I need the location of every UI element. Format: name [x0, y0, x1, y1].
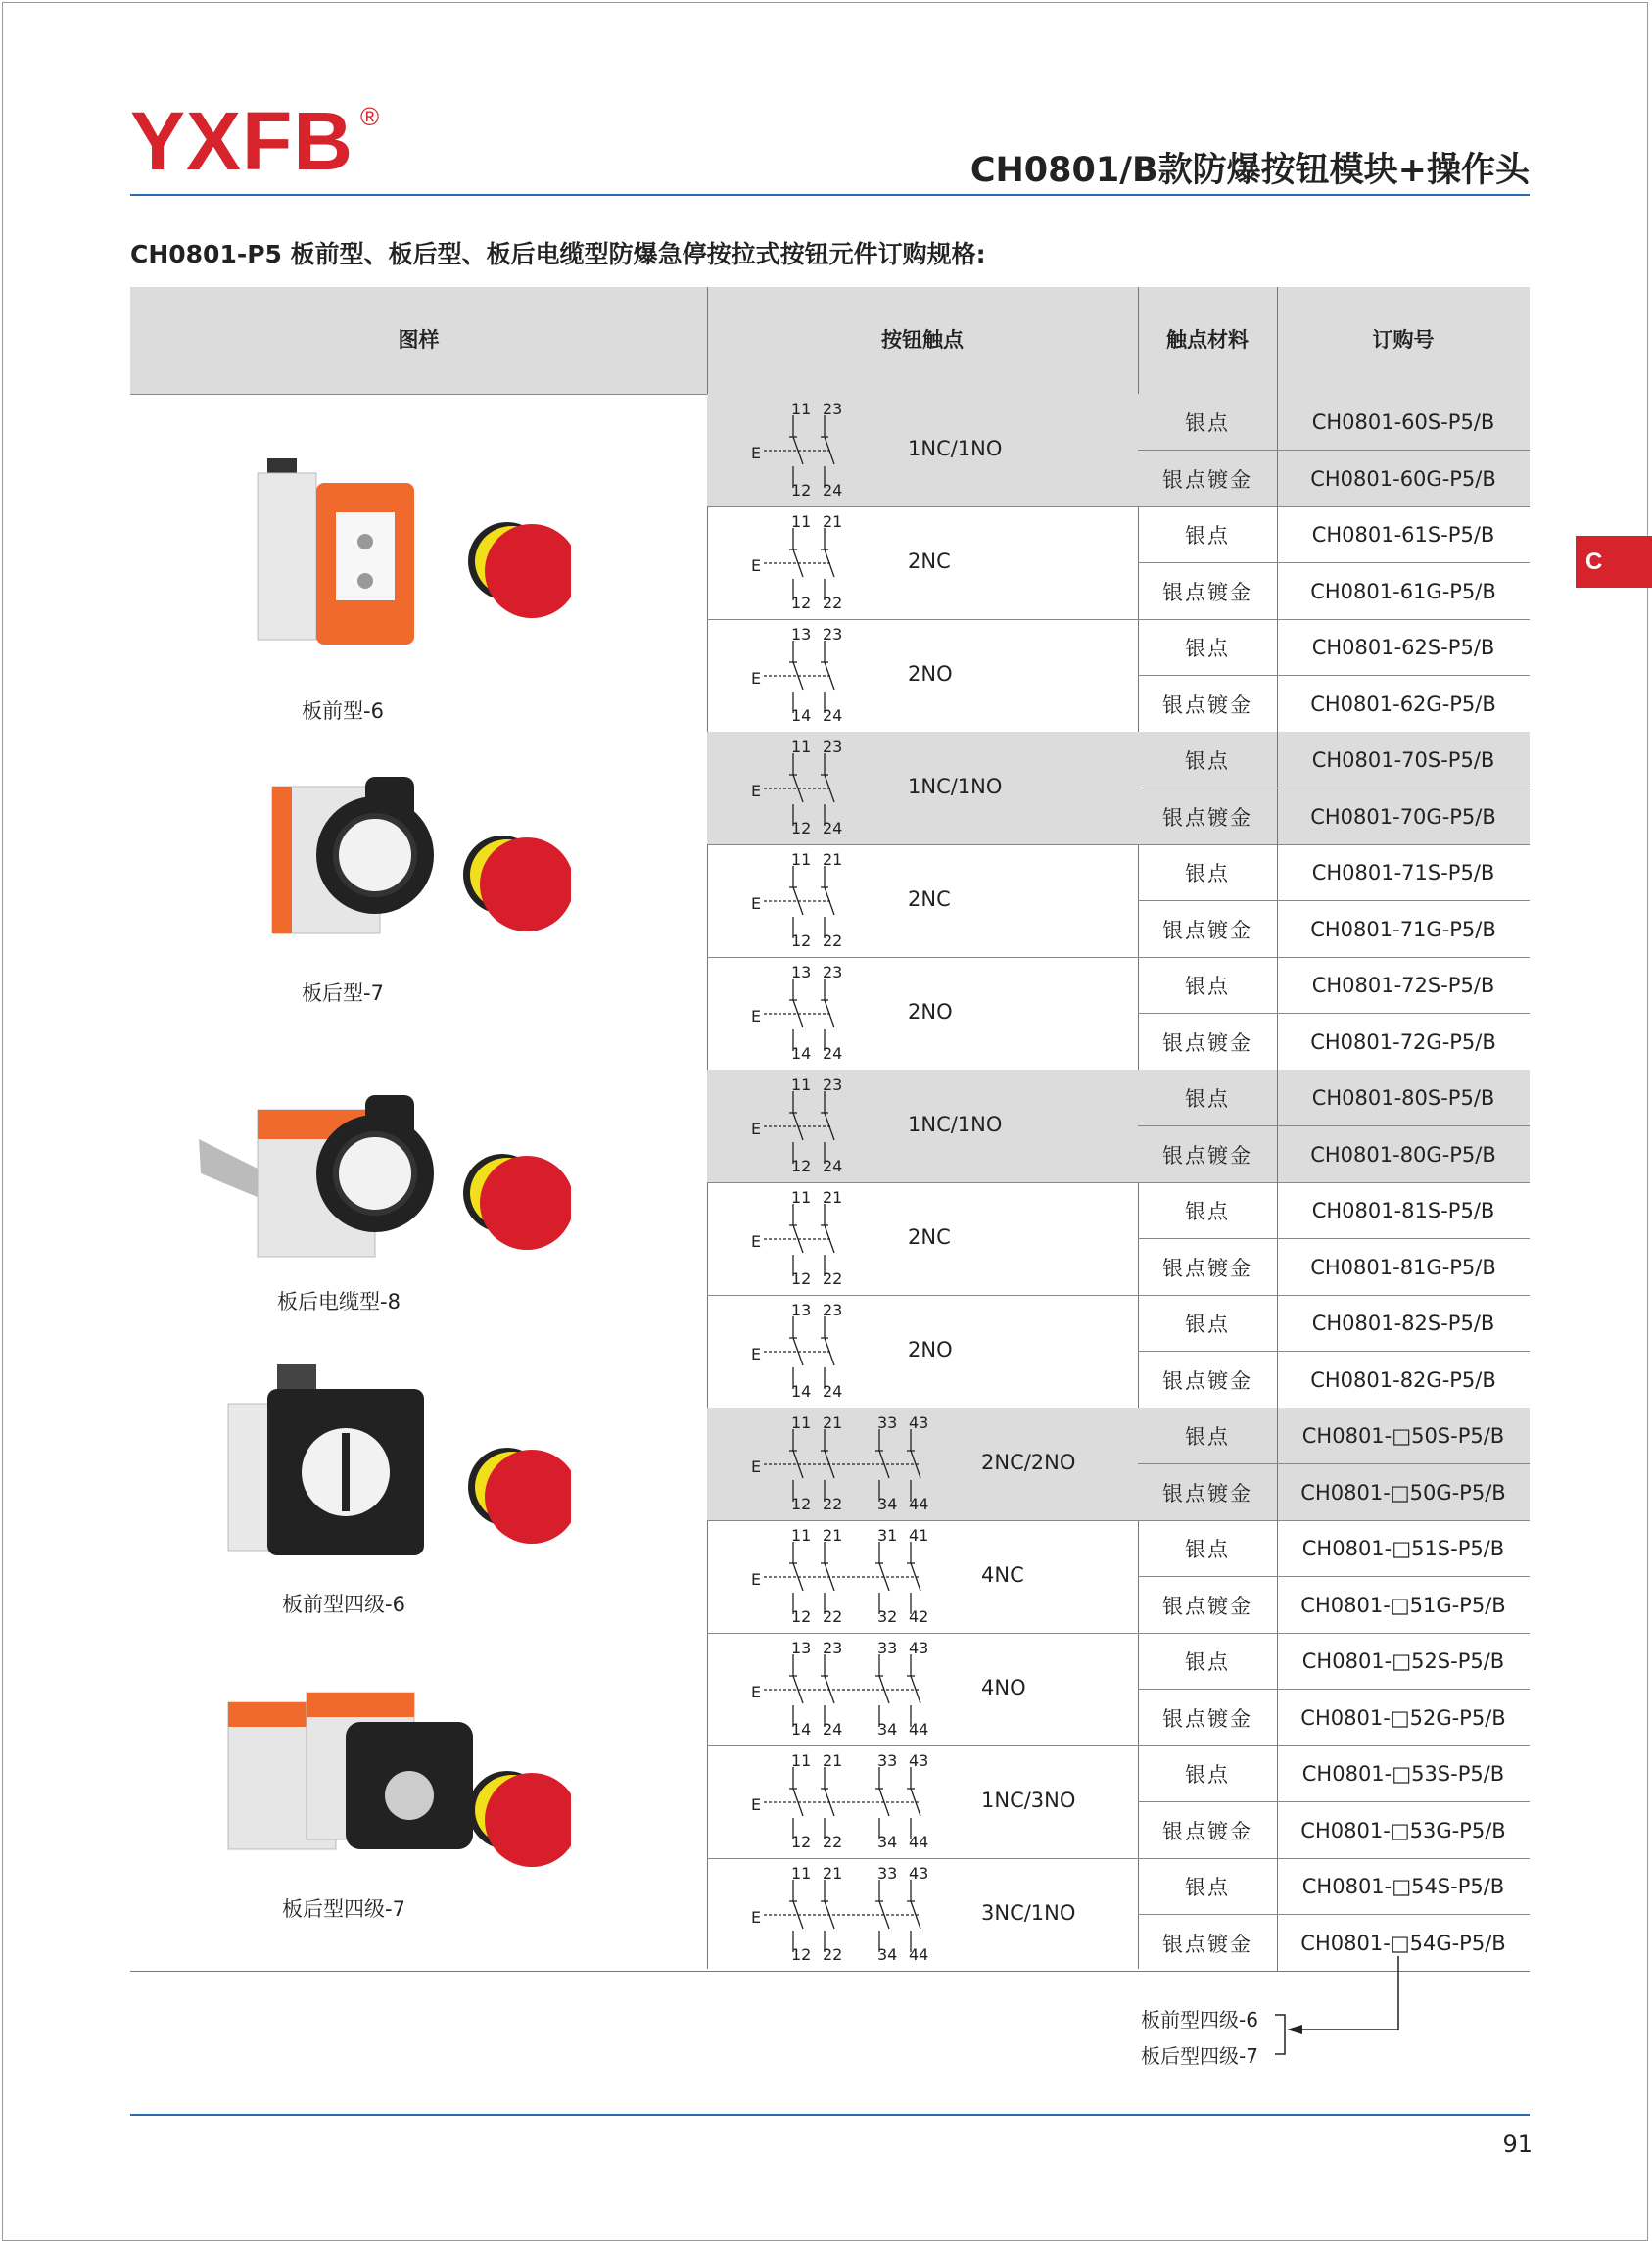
contact-type-label: 1NC/1NO: [908, 775, 1003, 798]
contact-type-label: 2NC/2NO: [981, 1451, 1076, 1474]
wiring-e-label: E: [751, 1683, 762, 1701]
terminal-number: 11: [791, 1526, 812, 1545]
order-row: [1138, 1633, 1530, 1689]
contact-material: 银点: [1185, 1875, 1230, 1899]
terminal-number: 34: [877, 1833, 898, 1851]
order-number: CH0801-□52S-P5/B: [1301, 1648, 1505, 1673]
wiring-cell: [707, 506, 1138, 619]
order-row: [1138, 675, 1530, 733]
terminal-number: 44: [909, 1945, 929, 1964]
footer-rule: [130, 2114, 1530, 2116]
terminal-number: 14: [791, 706, 812, 725]
terminal-number: 34: [877, 1945, 898, 1964]
terminal-number: 43: [909, 1639, 929, 1657]
contact-material: 银点: [1185, 748, 1230, 773]
contact-group: [707, 1633, 1530, 1746]
contact-type-label: 1NC/3NO: [981, 1789, 1076, 1812]
wiring-cell: [707, 1858, 1138, 1971]
contact-type-label: 4NO: [981, 1676, 1026, 1699]
order-number: CH0801-71S-P5/B: [1311, 860, 1495, 884]
image-caption: 板后型-7: [302, 981, 384, 1005]
terminal-number: 22: [823, 1269, 843, 1288]
order-number: CH0801-81S-P5/B: [1311, 1198, 1495, 1222]
order-row: [1138, 1351, 1530, 1409]
contact-type-label: 1NC/1NO: [908, 437, 1003, 460]
contact-type-label: 2NO: [908, 1338, 953, 1361]
terminal-number: 23: [823, 1639, 843, 1657]
terminal-number: 13: [791, 1639, 812, 1657]
terminal-number: 44: [909, 1720, 929, 1739]
terminal-number: 33: [877, 1864, 898, 1883]
terminal-number: 14: [791, 1382, 812, 1401]
terminal-number: 21: [823, 1864, 843, 1883]
contact-material: 银点: [1185, 1762, 1230, 1787]
terminal-number: 24: [823, 1382, 843, 1401]
order-row: [1138, 619, 1530, 675]
contact-material: 银点: [1185, 1086, 1230, 1111]
contact-group: [707, 394, 1530, 507]
wiring-cell: [707, 1633, 1138, 1745]
order-row: [1138, 394, 1530, 450]
contact-group: [707, 1295, 1530, 1409]
wiring-cell: [707, 1520, 1138, 1633]
terminal-number: 22: [823, 1833, 843, 1851]
terminal-number: 24: [823, 1720, 843, 1739]
wiring-e-label: E: [751, 1007, 762, 1026]
terminal-number: 23: [823, 400, 843, 418]
contact-material: 银点: [1185, 410, 1230, 435]
order-number: CH0801-□50S-P5/B: [1301, 1423, 1505, 1448]
terminal-number: 11: [791, 1751, 812, 1770]
contact-material: 银点: [1185, 1537, 1230, 1561]
contact-type-label: 4NC: [981, 1563, 1024, 1587]
terminal-number: 23: [823, 625, 843, 644]
terminal-number: 21: [823, 1413, 843, 1432]
contact-type-label: 2NC: [908, 887, 951, 911]
order-row: [1138, 1745, 1530, 1801]
legend-front-4pole: 板前型四级-6: [1141, 2008, 1258, 2031]
terminal-number: 23: [823, 1075, 843, 1094]
order-number: CH0801-□54G-P5/B: [1300, 1932, 1506, 1955]
wiring-e-label: E: [751, 894, 762, 913]
terminal-number: 34: [877, 1495, 898, 1513]
terminal-number: 12: [791, 1269, 812, 1288]
terminal-number: 12: [791, 819, 812, 837]
terminal-number: 24: [823, 819, 843, 837]
product-photo-rear-7: [238, 767, 571, 963]
wiring-cell: [707, 1295, 1138, 1408]
order-row: [1138, 844, 1530, 900]
wiring-e-label: E: [751, 782, 762, 800]
wiring-e-label: E: [751, 1908, 762, 1927]
order-number: CH0801-70G-P5/B: [1310, 805, 1496, 829]
wiring-cell: [707, 1408, 1138, 1520]
wiring-cell: [707, 1745, 1138, 1858]
contact-material: 银点: [1185, 1312, 1230, 1336]
contact-group: [707, 957, 1530, 1071]
contact-material: 银点镀金: [1162, 1820, 1252, 1843]
contact-group: [707, 1070, 1530, 1183]
order-row: [1138, 1576, 1530, 1634]
order-number: CH0801-62S-P5/B: [1311, 635, 1495, 659]
order-number: CH0801-72S-P5/B: [1311, 973, 1495, 997]
order-number: CH0801-□53S-P5/B: [1301, 1761, 1505, 1786]
order-row: [1138, 450, 1530, 507]
terminal-number: 11: [791, 850, 812, 869]
terminal-number: 42: [909, 1607, 929, 1626]
terminal-number: 12: [791, 481, 812, 500]
wiring-e-label: E: [751, 444, 762, 462]
table-header: [130, 287, 1530, 395]
contact-material: 银点镀金: [1162, 1031, 1252, 1055]
contact-material: 银点镀金: [1162, 1369, 1252, 1393]
contact-group: [707, 1745, 1530, 1859]
contact-type-label: 2NC: [908, 1225, 951, 1249]
terminal-number: 11: [791, 512, 812, 531]
contact-type-label: 1NC/1NO: [908, 1113, 1003, 1136]
brand-logo: YXFB: [130, 95, 354, 187]
terminal-number: 12: [791, 1945, 812, 1964]
contact-material: 银点镀金: [1162, 468, 1252, 492]
order-row: [1138, 1463, 1530, 1521]
terminal-number: 44: [909, 1833, 929, 1851]
terminal-number: 13: [791, 1301, 812, 1319]
contact-material: 银点: [1185, 1424, 1230, 1449]
terminal-number: 14: [791, 1720, 812, 1739]
wiring-e-label: E: [751, 669, 762, 688]
wiring-cell: [707, 957, 1138, 1070]
contact-group: [707, 619, 1530, 733]
order-number: CH0801-80G-P5/B: [1310, 1143, 1496, 1167]
terminal-number: 13: [791, 963, 812, 981]
contact-material: 银点: [1185, 636, 1230, 660]
terminal-number: 24: [823, 1044, 843, 1063]
terminal-number: 22: [823, 931, 843, 950]
terminal-number: 11: [791, 1188, 812, 1207]
terminal-number: 44: [909, 1495, 929, 1513]
image-caption: 板后型四级-7: [282, 1897, 405, 1921]
contact-type-label: 3NC/1NO: [981, 1901, 1076, 1925]
wiring-cell: [707, 844, 1138, 957]
terminal-number: 11: [791, 400, 812, 418]
terminal-number: 43: [909, 1413, 929, 1432]
terminal-number: 21: [823, 1188, 843, 1207]
terminal-number: 14: [791, 1044, 812, 1063]
terminal-number: 43: [909, 1864, 929, 1883]
contact-material: 银点镀金: [1162, 1257, 1252, 1280]
wiring-cell: [707, 1070, 1138, 1182]
product-photo-front-4pole-6: [209, 1355, 571, 1570]
order-number: CH0801-71G-P5/B: [1310, 918, 1496, 941]
order-number: CH0801-60G-P5/B: [1310, 467, 1496, 491]
terminal-number: 33: [877, 1639, 898, 1657]
order-number: CH0801-□53G-P5/B: [1300, 1819, 1506, 1842]
wiring-cell: [707, 1182, 1138, 1295]
terminal-number: 12: [791, 1157, 812, 1175]
order-number: CH0801-72G-P5/B: [1310, 1030, 1496, 1054]
order-number: CH0801-□50G-P5/B: [1300, 1481, 1506, 1505]
contact-type-label: 2NO: [908, 1000, 953, 1024]
contact-material: 银点镀金: [1162, 1482, 1252, 1505]
terminal-number: 22: [823, 594, 843, 612]
terminal-number: 21: [823, 512, 843, 531]
terminal-number: 22: [823, 1495, 843, 1513]
order-row: [1138, 1070, 1530, 1125]
order-row: [1138, 1520, 1530, 1576]
order-number: CH0801-□54S-P5/B: [1301, 1874, 1505, 1898]
terminal-number: 33: [877, 1413, 898, 1432]
terminal-number: 12: [791, 1833, 812, 1851]
wiring-e-label: E: [751, 556, 762, 575]
wiring-e-label: E: [751, 1570, 762, 1589]
header-rule: [130, 194, 1530, 196]
terminal-number: 33: [877, 1751, 898, 1770]
contact-group: [707, 844, 1530, 958]
terminal-number: 12: [791, 931, 812, 950]
contact-group: [707, 1520, 1530, 1634]
terminal-number: 32: [877, 1607, 898, 1626]
contact-group: [707, 1408, 1530, 1521]
contact-group: [707, 732, 1530, 845]
order-row: [1138, 1238, 1530, 1296]
order-number: CH0801-□51G-P5/B: [1300, 1594, 1506, 1617]
terminal-number: 11: [791, 1413, 812, 1432]
product-photo-cable-8: [189, 1090, 571, 1286]
terminal-number: 43: [909, 1751, 929, 1770]
terminal-number: 12: [791, 594, 812, 612]
order-row: [1138, 506, 1530, 562]
wiring-e-label: E: [751, 1795, 762, 1814]
terminal-number: 21: [823, 1751, 843, 1770]
terminal-number: 11: [791, 1075, 812, 1094]
terminal-number: 24: [823, 706, 843, 725]
contact-material: 银点镀金: [1162, 1144, 1252, 1168]
header-material: 触点材料: [1166, 328, 1249, 352]
terminal-number: 11: [791, 1864, 812, 1883]
order-row: [1138, 788, 1530, 845]
order-number: CH0801-□52G-P5/B: [1300, 1706, 1506, 1730]
wiring-e-label: E: [751, 1232, 762, 1251]
order-row: [1138, 1689, 1530, 1746]
order-row: [1138, 1182, 1530, 1238]
contact-material: 银点: [1185, 523, 1230, 548]
wiring-cell: [707, 732, 1138, 844]
terminal-number: 23: [823, 738, 843, 756]
order-row: [1138, 1408, 1530, 1463]
order-number: CH0801-70S-P5/B: [1311, 747, 1495, 772]
terminal-number: 11: [791, 738, 812, 756]
legend-callout-arrow: [1273, 1954, 1410, 2062]
header-order-number: 订购号: [1372, 328, 1435, 352]
terminal-number: 41: [909, 1526, 929, 1545]
order-row: [1138, 562, 1530, 620]
terminal-number: 24: [823, 1157, 843, 1175]
terminal-number: 31: [877, 1526, 898, 1545]
contact-group: [707, 506, 1530, 620]
order-row: [1138, 1858, 1530, 1914]
section-tab[interactable]: C: [1576, 536, 1652, 588]
order-row: [1138, 732, 1530, 788]
order-number: CH0801-82S-P5/B: [1311, 1311, 1495, 1335]
order-row: [1138, 900, 1530, 958]
wiring-e-label: E: [751, 1457, 762, 1476]
order-row: [1138, 1801, 1530, 1859]
contact-material: 银点: [1185, 1199, 1230, 1223]
order-number: CH0801-62G-P5/B: [1310, 693, 1496, 716]
legend-rear-4pole: 板后型四级-7: [1141, 2044, 1258, 2068]
image-caption: 板前型-6: [302, 699, 384, 723]
order-number: CH0801-81G-P5/B: [1310, 1256, 1496, 1279]
image-caption: 板后电缆型-8: [277, 1290, 401, 1314]
order-number: CH0801-60S-P5/B: [1311, 409, 1495, 434]
image-caption: 板前型四级-6: [282, 1593, 405, 1616]
terminal-number: 12: [791, 1495, 812, 1513]
order-number: CH0801-80S-P5/B: [1311, 1085, 1495, 1110]
wiring-cell: [707, 619, 1138, 732]
contact-material: 银点镀金: [1162, 581, 1252, 604]
contact-material: 银点镀金: [1162, 1933, 1252, 1956]
terminal-number: 13: [791, 625, 812, 644]
page-title: CH0801/B款防爆按钮模块+操作头: [969, 151, 1530, 190]
wiring-e-label: E: [751, 1120, 762, 1138]
page-number: 91: [1502, 2130, 1533, 2158]
contact-type-label: 2NO: [908, 662, 953, 686]
terminal-number: 21: [823, 850, 843, 869]
contact-material: 银点镀金: [1162, 1595, 1252, 1618]
terminal-number: 21: [823, 1526, 843, 1545]
contact-material: 银点: [1185, 1649, 1230, 1674]
order-number: CH0801-82G-P5/B: [1310, 1368, 1496, 1392]
order-row: [1138, 957, 1530, 1013]
contact-type-label: 2NC: [908, 549, 951, 573]
header-contacts: 按钮触点: [881, 328, 964, 352]
terminal-number: 12: [791, 1607, 812, 1626]
terminal-number: 24: [823, 481, 843, 500]
order-number: CH0801-61S-P5/B: [1311, 522, 1495, 547]
wiring-cell: [707, 394, 1138, 506]
terminal-number: 22: [823, 1607, 843, 1626]
order-row: [1138, 1013, 1530, 1071]
product-photo-front-6: [238, 434, 571, 659]
contact-material: 银点镀金: [1162, 1707, 1252, 1731]
contact-material: 银点镀金: [1162, 693, 1252, 717]
wiring-e-label: E: [751, 1345, 762, 1363]
contact-material: 银点镀金: [1162, 919, 1252, 942]
section-subtitle: CH0801-P5 板前型、板后型、板后电缆型防爆急停按拉式按钮元件订购规格:: [130, 240, 986, 268]
order-number: CH0801-□51S-P5/B: [1301, 1536, 1505, 1560]
contact-material: 银点镀金: [1162, 806, 1252, 830]
terminal-number: 23: [823, 963, 843, 981]
registered-mark: ®: [360, 102, 380, 131]
contact-material: 银点: [1185, 974, 1230, 998]
terminal-number: 23: [823, 1301, 843, 1319]
order-row: [1138, 1125, 1530, 1183]
order-row: [1138, 1295, 1530, 1351]
order-number: CH0801-61G-P5/B: [1310, 580, 1496, 603]
contact-group: [707, 1182, 1530, 1296]
terminal-number: 22: [823, 1945, 843, 1964]
terminal-number: 34: [877, 1720, 898, 1739]
product-photo-rear-4pole-7: [209, 1663, 571, 1888]
header-figure: 图样: [398, 328, 440, 352]
contact-material: 银点: [1185, 861, 1230, 885]
